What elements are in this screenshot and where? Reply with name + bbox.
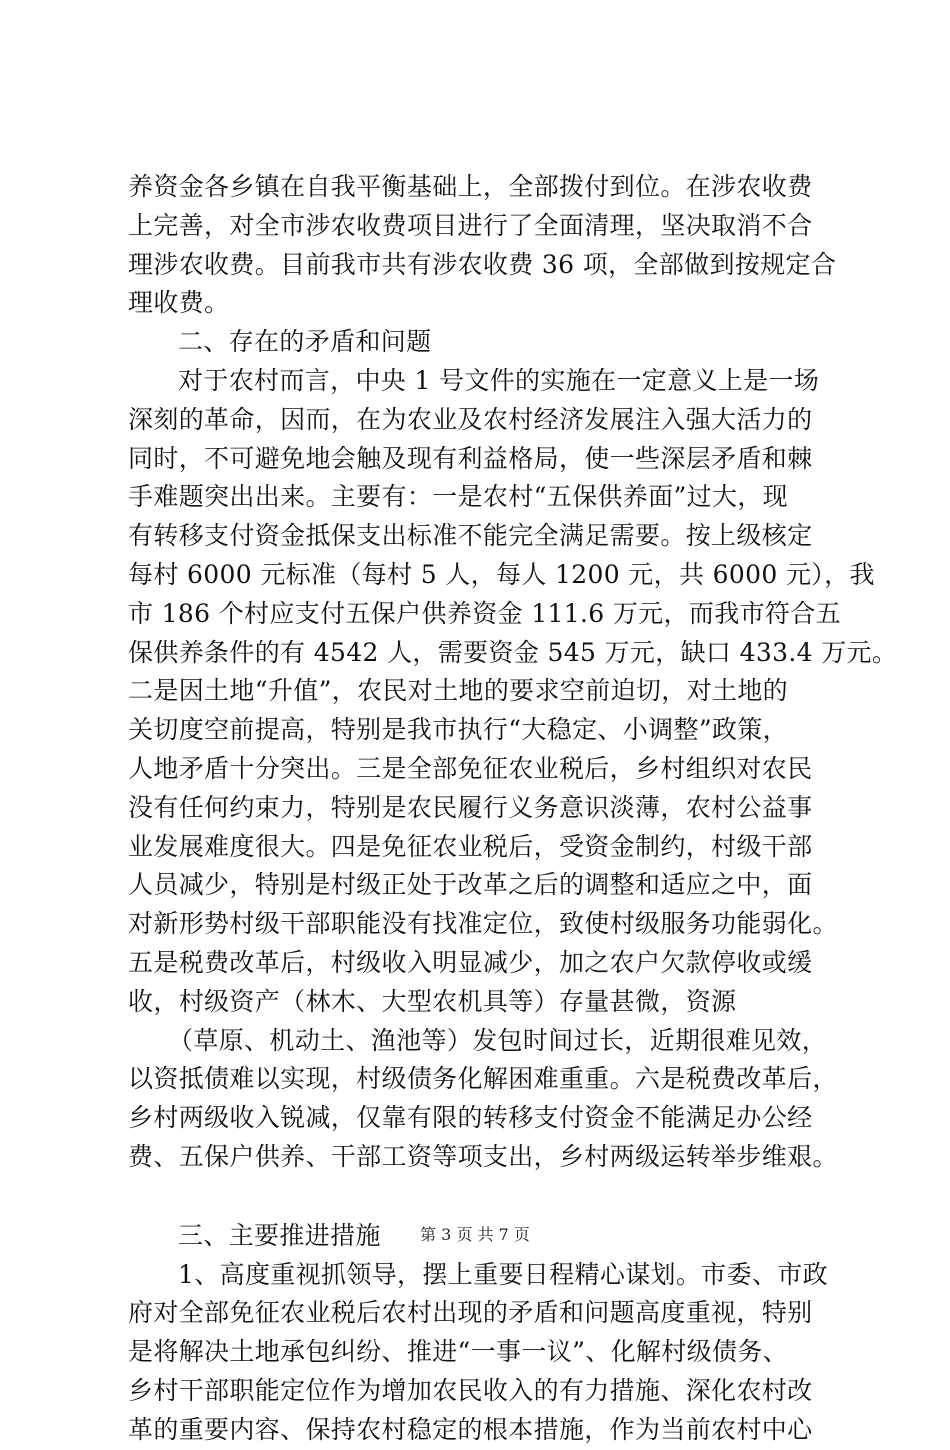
- text-line: 人员减少，特别是村级正处于改革之后的调整和适应之中，面: [128, 870, 813, 900]
- text-line: 对于农村而言，中央 1 号文件的实施在一定意义上是一场: [178, 365, 820, 395]
- text-line: 上完善，对全市涉农收费项目进行了全面清理，坚决取消不合: [128, 210, 813, 240]
- page-number-label: 第 3 页 共 7 页: [420, 1225, 530, 1244]
- text-line: 市 186 个村应支付五保户供养资金 111.6 万元，而我市符合五: [128, 598, 841, 628]
- text-line: 乡村两级收入锐减，仅靠有限的转移支付资金不能满足办公经: [128, 1103, 813, 1133]
- text-line: 有转移支付资金抵保支出标准不能完全满足需要。按上级核定: [128, 521, 813, 551]
- document-body: [128, 168, 898, 1450]
- text-line: 二是因土地“升值”，农民对土地的要求空前迫切，对土地的: [128, 676, 789, 706]
- text-line: 乡村干部职能定位作为增加农民收入的有力措施、深化农村改: [128, 1375, 813, 1405]
- text-line: 养资金各乡镇在自我平衡基础上，全部拨付到位。在涉农收费: [128, 172, 813, 201]
- text-line: 业发展难度很大。四是免征农业税后，受资金制约，村级干部: [128, 831, 813, 861]
- text-line: 没有任何约束力，特别是农民履行义务意识淡薄，农村公益事: [128, 792, 813, 822]
- text-line: 对新形势村级干部职能没有找准定位，致使村级服务功能弱化。: [128, 909, 838, 939]
- text-line: 人地矛盾十分突出。三是全部免征农业税后，乡村组织对农民: [128, 753, 813, 783]
- text-line: 保供养条件的有 4542 人，需要资金 545 万元，缺口 433.4 万元。: [128, 637, 898, 667]
- text-line: 同时，不可避免地会触及现有利益格局，使一些深层矛盾和棘: [128, 443, 813, 473]
- section-heading: 三、主要推进措施: [178, 1220, 381, 1250]
- text-line: 五是税费改革后，村级收入明显减少，加之农户欠款停收或缓: [128, 947, 813, 977]
- text-line: 是将解决土地承包纠纷、推进“一事一议”、化解村级债务、: [128, 1337, 789, 1367]
- text-line: （草原、机动土、渔池等）发包时间过长，近期很难见效，: [168, 1025, 828, 1055]
- text-line: 深刻的革命，因而，在为农业及农村经济发展注入强大活力的: [128, 404, 813, 434]
- section-heading: 二、存在的矛盾和问题: [178, 327, 432, 357]
- text-line: 收，村级资产（林木、大型农机具等）存量甚微，资源: [128, 986, 737, 1016]
- text-line: 费、五保户供养、干部工资等项支出，乡村两级运转举步维艰。: [128, 1141, 838, 1171]
- text-line: 每村 6000 元标准（每村 5 人，每人 1200 元，共 6000 元），我: [128, 559, 875, 589]
- page-footer: [0, 1222, 950, 1245]
- text-line: 革的重要内容、保持农村稳定的根本措施，作为当前农村中心: [128, 1414, 813, 1444]
- text-line: 以资抵债难以实现，村级债务化解困难重重。六是税费改革后，: [128, 1064, 838, 1094]
- text-line: 府对全部免征农业税后农村出现的矛盾和问题高度重视，特别: [128, 1298, 813, 1328]
- text-line: 理收费。: [128, 288, 230, 318]
- text-line: 1、高度重视抓领导，摆上重要日程精心谋划。市委、市政: [178, 1259, 829, 1289]
- text-line: 关切度空前提高，特别是我市执行“大稳定、小调整”政策，: [128, 715, 789, 745]
- text-line: 手难题突出出来。主要有：一是农村“五保供养面”过大，现: [128, 482, 789, 512]
- text-line: 理涉农收费。目前我市共有涉农收费 36 项，全部做到按规定合: [128, 249, 837, 279]
